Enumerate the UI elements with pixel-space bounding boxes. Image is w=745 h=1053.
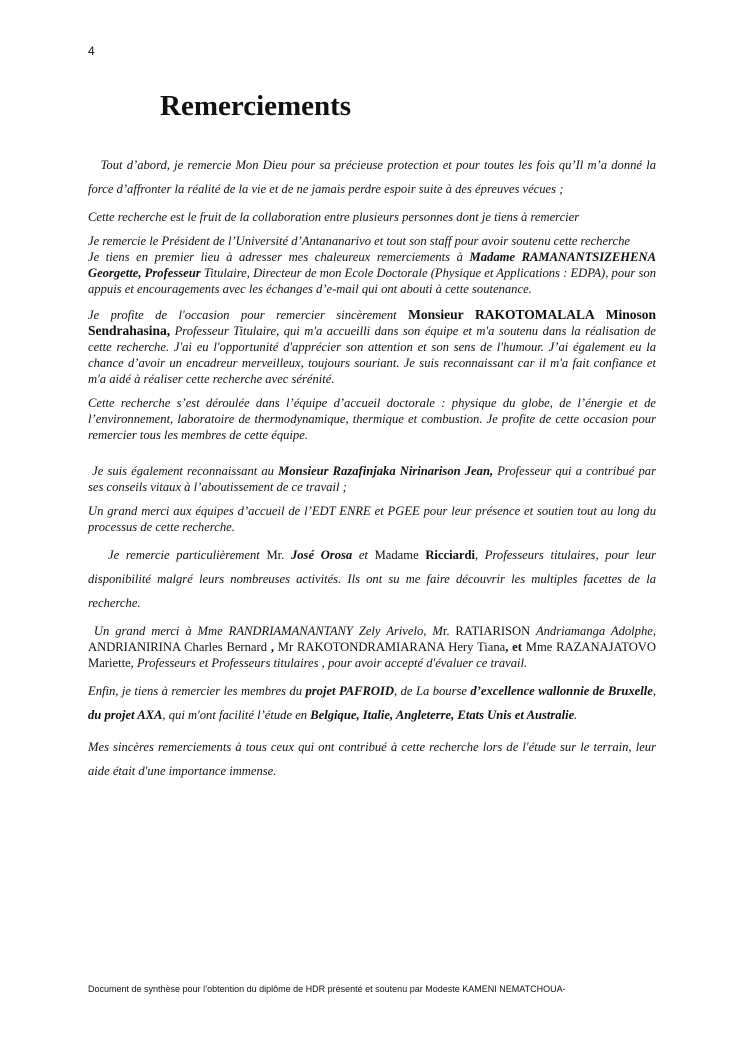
- paragraph-11-countries: Belgique, Italie, Angleterre, Etats Unis et Australie: [310, 708, 575, 722]
- paragraph-1: [88, 153, 656, 201]
- paragraph-7-text-c: Professeur qui a contribué par ses conseils vitaux à l’aboutissement de ce travail ;: [88, 464, 657, 494]
- paragraph-11-bourse: d’excellence wallonnie de Bruxelle: [470, 684, 653, 698]
- paragraph-10-rakotondramiarana: Mr RAKOTONDRAMIARANA Hery Tiana: [277, 640, 506, 654]
- page-footer: Document de synthèse pour l’obtention du diplôme de HDR présenté et soutenu par Modeste KAMENI NEMATCHOUA-: [88, 984, 566, 994]
- paragraph-10-text-i: Professeurs et Professeurs titulaires , pour avoir accepté d'évaluer ce travail.: [133, 656, 528, 670]
- paragraph-9-madame: Madame: [374, 548, 426, 562]
- paragraph-3-text: Je remercie le Président de l’Université d’Antananarivo et tout son staff pour avoir soutenu cette recherche: [88, 234, 630, 248]
- paragraph-11-text-c: , de La bourse: [394, 684, 471, 698]
- paragraph-4-text-c: Titulaire, Directeur de mon Ecole Doctorale (Physique et Applications : EDPA), pour son appuis et encouragements avec les échanges d’e-mail qui ont abouti à cette soutenance.: [88, 266, 656, 296]
- paragraph-11-text-e: ,: [652, 684, 656, 698]
- paragraph-9-text-a: Je remercie particulièrement: [107, 548, 267, 562]
- paragraph-7-text-a: Je suis également reconnaissant au: [92, 464, 279, 478]
- paragraph-10-razanajatovo: Mme RAZANAJATOVO Mariette,: [88, 640, 656, 670]
- paragraph-5-text-a: Je profite de l'occasion pour remercier sincèrement: [88, 308, 409, 322]
- paragraph-11-text-i: .: [574, 708, 578, 722]
- paragraph-10-text-c: Andriamanga Adolphe,: [530, 624, 657, 638]
- paragraph-7-name: Monsieur Razafinjaka Nirinarison Jean,: [278, 464, 494, 478]
- paragraph-5-text-c: Professeur Titulaire, qui m'a accueilli dans son équipe et m'a soutenu dans la réalisation de cette recherche. J'ai eu l'opportunité d'apprécier son attention et son sens de l'humour. J’ai également eu la chance d’avoir un encadreur merveilleux, toujours souriant. Je suis reconnaissant car il m'a fait confiance et m'a aidé à réaliser cette recherche avec sérénité.: [88, 324, 656, 386]
- paragraph-11-text-a: Enfin, je tiens à remercier les membres du: [88, 684, 306, 698]
- paragraph-9-mr: Mr.: [266, 548, 291, 562]
- paragraph-4-text-a: Je tiens en premier lieu à adresser mes chaleureux remerciements à: [88, 250, 470, 264]
- paragraph-11: [88, 679, 656, 727]
- paragraph-12: Mes sincères remerciements à tous ceux qui ont contribué à cette recherche lors de l'étude sur le terrain, leur aide était d'une importance immense.: [88, 740, 656, 778]
- paragraph-10-andrianirina: ANDRIANIRINA Charles Bernard: [88, 640, 268, 654]
- acknowledgements-body: [88, 153, 656, 791]
- paragraph-9-and: et: [352, 548, 375, 562]
- paragraph-11-text-g: , qui m'ont facilité l’étude en: [162, 708, 311, 722]
- paragraph-2: Cette recherche est le fruit de la collaboration entre plusieurs personnes dont je tiens à remercier: [88, 210, 580, 224]
- paragraph-10-ratiarison: r. RATIARISON: [442, 624, 531, 638]
- paragraph-9-name-orosa: José Orosa: [290, 548, 353, 562]
- page-number: 4: [88, 44, 95, 58]
- paragraph-11-pafroid: projet PAFROID: [305, 684, 395, 698]
- paragraph-7: [88, 463, 656, 495]
- paragraph-10-and: , et: [505, 640, 526, 654]
- paragraph-8: Un grand merci aux équipes d’accueil de l’EDT ENRE et PGEE pour leur présence et soutien tout au long du processus de cette recherche.: [88, 504, 656, 534]
- paragraph-11-axa: du projet AXA: [88, 708, 163, 722]
- paragraph-9: [88, 543, 656, 615]
- paragraph-10-text-a: Un grand merci à Mme RANDRIAMANANTANY Zely Arivelo, M: [93, 624, 443, 638]
- paragraph-5: [88, 307, 656, 387]
- paragraph-3: [88, 233, 656, 297]
- paragraph-5-name: Monsieur RAKOTOMALALA Minoson Sendrahasina,: [88, 307, 656, 338]
- paragraph-1-text: Tout d’abord, je remercie Mon Dieu pour sa précieuse protection et pour toutes les fois qu’Il m’a donné la force d’affronter la réalité de la vie et de ne jamais perdre espoir suite à des épreuves vécues ;: [88, 158, 656, 196]
- paragraph-9-text-g: , Professeurs titulaires, pour leur disponibilité malgré leurs nombreuses activités. Ils ont su me faire découvrir les multiples facettes de la recherche.: [88, 548, 657, 610]
- paragraph-9-name-ricciardi: Ricciardi: [425, 548, 475, 562]
- paragraph-6: Cette recherche s’est déroulée dans l’équipe d’accueil doctorale : physique du globe, de l’énergie et de l’environnement, laboratoire de thermodynamique, thermique et combustion. Je profite de cette occasion pour remercier tous les membres de cette équipe.: [88, 396, 656, 442]
- paragraph-10: [88, 623, 656, 671]
- page-title: Remerciements: [160, 90, 352, 122]
- paragraph-4-name: Madame RAMANANTSIZEHENA Georgette, Professeur: [88, 250, 656, 280]
- paragraph-10-sep: ,: [267, 640, 278, 654]
